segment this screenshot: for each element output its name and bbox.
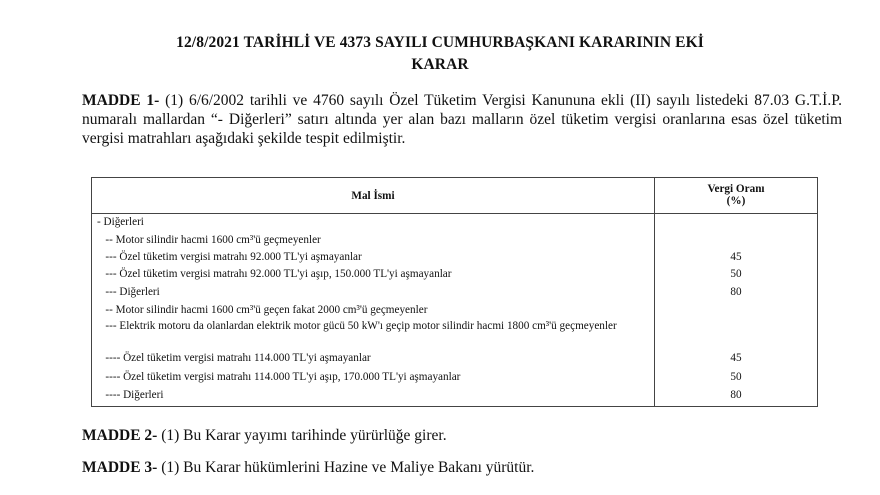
tax-rate-table [91,177,818,407]
madde-3-label: MADDE 3- [82,459,158,476]
row-rate: 80 [730,389,742,401]
row-rate: 50 [730,371,742,383]
madde-3-paragraph [82,458,842,477]
row-name: --- Özel tüketim vergisi matrahı 92.000 TL'yi aşmayanlar [97,251,362,263]
table-header [92,178,817,214]
row-name: --- Diğerleri [97,286,160,298]
row-name: --- Özel tüketim vergisi matrahı 92.000 TL'yi aşıp, 150.000 TL'yi aşmayanlar [97,268,452,280]
row-name: ---- Özel tüketim vergisi matrahı 114.000 TL'yi aşmayanlar [97,352,371,364]
header-vergi-orani-line2: (%) [726,195,746,207]
madde-3-text: (1) Bu Karar hükümlerini Hazine ve Maliye Bakanı yürütür. [157,459,535,476]
madde-1-text: (1) 6/6/2002 tarihli ve 4760 sayılı Özel Tüketim Vergisi Kanununa ekli (II) sayılı listedeki 87.03 G.T.İ.P. numaralı mallardan “- Diğerleri” satırı altında yer alan bazı malların özel tüketim vergisi oranlarına esas özel tüketim vergisi matrahları aşağıdaki şekilde tespit edilmiştir. [82,92,842,147]
row-rate: 45 [730,352,742,364]
row-name: -- Motor silindir hacmi 1600 cm³'ü geçmeyenler [97,234,321,246]
table-row [92,249,817,266]
table-row [92,232,817,249]
table-row [92,369,817,386]
row-name: ---- Özel tüketim vergisi matrahı 114.000 TL'yi aşıp, 170.000 TL'yi aşmayanlar [97,371,461,383]
table-row [92,302,817,319]
header-vergi-orani-line1: Vergi Oranı [707,183,765,195]
madde-2-paragraph [82,426,842,445]
row-rate: 80 [730,286,742,298]
row-name: --- Elektrik motoru da olanlardan elektrik motor gücü 50 kW'ı geçip motor silindir hacmi 1800 cm³'ü geçmeyenler [97,320,617,332]
header-mal-ismi: Mal İsmi [92,178,655,213]
madde-1-label: MADDE 1- [82,92,160,109]
table-row [92,266,817,283]
header-vergi-orani [655,178,817,213]
document-title-line2: KARAR [411,56,469,73]
row-name: -- Motor silindir hacmi 1600 cm³'ü geçen fakat 2000 cm³'ü geçmeyenler [97,304,428,316]
table-row [92,387,817,404]
madde-1-paragraph [82,91,842,148]
row-rate: 50 [730,268,742,280]
table-row [92,320,817,348]
madde-2-text: (1) Bu Karar yayımı tarihinde yürürlüğe girer. [157,427,447,444]
table-row [92,350,817,367]
madde-2-label: MADDE 2- [82,427,158,444]
table-row [92,214,817,231]
document-title-line1: 12/8/2021 TARİHLİ VE 4373 SAYILI CUMHURBAŞKANI KARARININ EKİ [176,34,704,51]
row-name: - Diğerleri [97,216,144,228]
row-rate: 45 [730,251,742,263]
table-row [92,284,817,301]
row-name: ---- Diğerleri [97,389,164,401]
